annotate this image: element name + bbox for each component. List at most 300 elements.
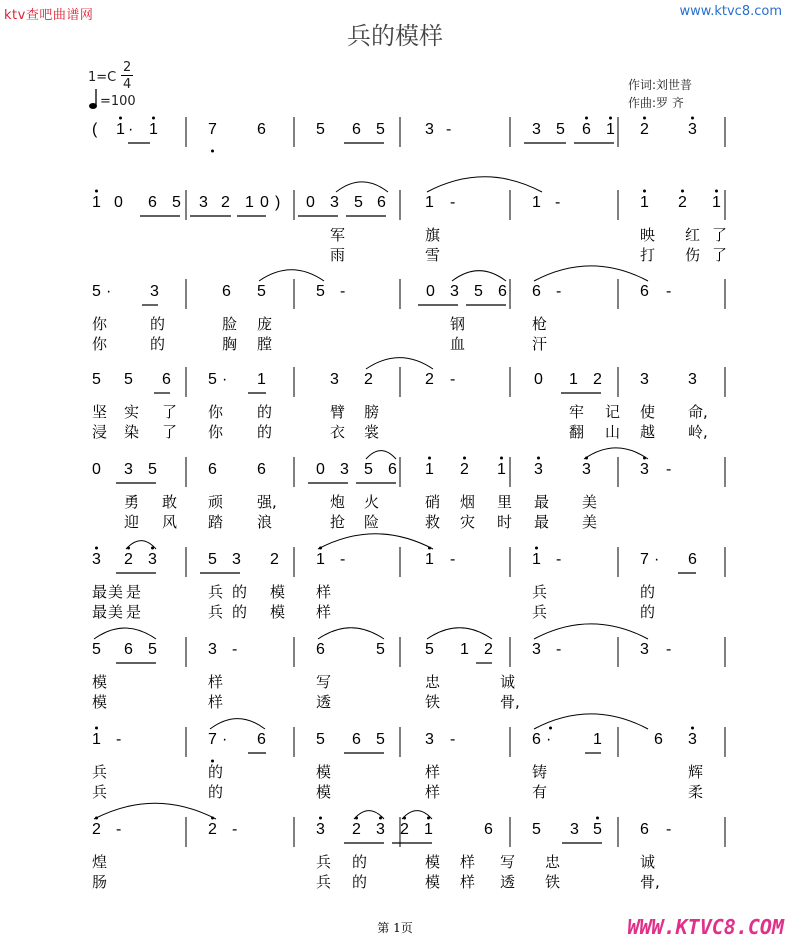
score-note: 3 — [532, 121, 541, 138]
tempo: =100 — [100, 94, 136, 109]
lyric-char: 美 — [582, 513, 598, 531]
score-note: · — [106, 283, 112, 300]
score-note: - — [340, 283, 346, 300]
octave-dot-high — [500, 457, 503, 460]
lyric-char: 救 — [425, 513, 441, 531]
score-note: 3 — [425, 731, 434, 748]
score-note: 6 — [640, 821, 649, 838]
score-note: 1 — [149, 121, 158, 138]
lyric-char: 煌 — [92, 853, 108, 871]
score-note: 5 — [376, 731, 385, 748]
score-note: 6 — [222, 283, 231, 300]
lyric-char: 险 — [364, 513, 380, 531]
lyric-char: 的 — [150, 315, 166, 333]
lyric-char: 你 — [92, 315, 108, 333]
score-note: 1 — [425, 461, 434, 478]
lyric-char: 兵 — [316, 853, 332, 871]
slur-arc — [584, 448, 648, 459]
score-note: 6 — [532, 283, 541, 300]
score-note: 5 — [148, 641, 157, 658]
lyric-char: 炮 — [330, 493, 346, 511]
lyric-char: 写 — [500, 853, 516, 871]
score-note: 7 — [208, 731, 217, 748]
lyric-char: 记 — [605, 403, 621, 421]
lyric-char: 使 — [640, 403, 656, 421]
lyric-char: 脸 — [222, 315, 238, 333]
lyric-char: 敢 — [162, 493, 178, 511]
lyric-char: 样 — [208, 673, 224, 691]
score-note: 5 — [316, 283, 325, 300]
lyric-char: 烟 — [460, 493, 476, 511]
score-note: 5 — [364, 461, 373, 478]
lyric-char: 你 — [92, 335, 108, 353]
score-note: 3 — [330, 371, 339, 388]
slur-arc — [534, 624, 648, 639]
score-note: - — [666, 461, 672, 478]
slur-arc — [427, 177, 542, 192]
score-note: 1 — [606, 121, 615, 138]
lyric-char: 军 — [330, 226, 346, 244]
octave-dot-high — [681, 190, 684, 193]
lyric-char: 最 — [534, 513, 550, 531]
lyric-char: 强, — [257, 493, 277, 511]
lyric-char: 裳 — [364, 423, 380, 441]
lyric-char: 的 — [257, 423, 273, 441]
watermark-bottom: WWW.KTVC8.COM — [627, 915, 784, 939]
song-title: 兵的模样 — [347, 22, 443, 50]
score-note: 3 — [688, 371, 697, 388]
score-note: 6 — [498, 283, 507, 300]
time-denominator: 4 — [123, 77, 132, 92]
score-note: 7 — [640, 551, 649, 568]
slur-arc — [534, 266, 648, 281]
score-note: - — [232, 641, 238, 658]
lyric-char: 模 — [270, 603, 286, 621]
lyric-char: 胸 — [222, 335, 238, 353]
lyric-char: 的 — [150, 335, 166, 353]
octave-dot-high — [715, 190, 718, 193]
lyric-char: 模 — [316, 783, 332, 801]
lyric-char: 兵 — [208, 603, 224, 621]
score-note: 1 — [532, 551, 541, 568]
score-note: 5 — [316, 731, 325, 748]
octave-dot-high — [609, 117, 612, 120]
score-note: 2 — [593, 371, 602, 388]
lyric-char: 顽 — [208, 493, 224, 511]
octave-dot-high — [549, 727, 552, 730]
credit-music: 作曲:罗 齐 — [628, 96, 684, 110]
score-note: 6 — [388, 461, 397, 478]
score-note: · — [222, 371, 228, 388]
octave-dot-high — [691, 117, 694, 120]
lyric-char: 越 — [640, 423, 656, 441]
score-note: 6 — [257, 461, 266, 478]
score-note: 1 — [712, 194, 721, 211]
lyric-char: 是 — [126, 603, 142, 621]
score-note: 3 — [199, 194, 208, 211]
score-note: 3 — [150, 283, 159, 300]
score-note: 2 — [270, 551, 279, 568]
lyric-char: 样 — [425, 763, 441, 781]
score-note: 1 — [532, 194, 541, 211]
octave-dot-high — [643, 117, 646, 120]
score-note: 1 — [92, 731, 101, 748]
score-note: 6 — [377, 194, 386, 211]
lyric-char: 样 — [460, 853, 476, 871]
lyric-char: 时 — [497, 513, 513, 531]
score-note: 3 — [208, 641, 217, 658]
score-note: - — [450, 194, 456, 211]
lyric-char: 模 — [425, 853, 441, 871]
lyric-char: 岭, — [688, 423, 708, 441]
lyric-char: 膀 — [364, 403, 380, 421]
lyric-char: 辉 — [688, 763, 704, 781]
octave-dot-high — [95, 190, 98, 193]
lyric-char: 山 — [605, 423, 621, 441]
score-note: 6 — [532, 731, 541, 748]
score-note: 1 — [316, 551, 325, 568]
score-note: 3 — [688, 121, 697, 138]
lyric-char: 忠 — [545, 853, 561, 871]
lyric-char: 美 — [108, 583, 124, 601]
lyric-char: 样 — [316, 583, 332, 601]
score-note: 5 — [92, 283, 101, 300]
score-note: 6 — [316, 641, 325, 658]
credit-lyrics: 作词:刘世普 — [628, 78, 693, 92]
lyric-char: 迎 — [124, 513, 140, 531]
slur-arc — [318, 628, 384, 639]
lyric-char: 打 — [640, 246, 656, 264]
lyric-char: 最 — [534, 493, 550, 511]
lyric-char: 抢 — [330, 513, 346, 531]
lyric-char: 伤 — [685, 246, 701, 264]
score-note: 0 — [426, 283, 435, 300]
lyric-char: 模 — [92, 693, 108, 711]
score-note: 3 — [316, 821, 325, 838]
score-note: - — [232, 821, 238, 838]
lyric-char: 的 — [208, 763, 224, 781]
octave-dot-high — [95, 727, 98, 730]
score-note: 1 — [424, 821, 433, 838]
lyric-char: 透 — [316, 693, 332, 711]
score-note: 6 — [484, 821, 493, 838]
score-note: - — [556, 641, 562, 658]
score-note: 5 — [354, 194, 363, 211]
score-note: 5 — [474, 283, 483, 300]
lyric-char: 透 — [500, 873, 516, 891]
octave-dot-high — [319, 817, 322, 820]
lyric-char: 最 — [92, 603, 108, 621]
score-note: 6 — [124, 641, 133, 658]
lyric-char: 膛 — [257, 335, 273, 353]
score-note: 5 — [208, 371, 217, 388]
score-note: 5 — [593, 821, 602, 838]
lyric-char: 模 — [425, 873, 441, 891]
lyric-char: 翻 — [569, 423, 585, 441]
score-note: 5 — [316, 121, 325, 138]
lyric-char: 染 — [124, 423, 140, 441]
lyric-char: 浸 — [92, 423, 108, 441]
score-note: 5 — [257, 283, 266, 300]
octave-dot-high — [95, 547, 98, 550]
lyric-char: 枪 — [532, 315, 548, 333]
score-note: 5 — [376, 121, 385, 138]
lyric-char: 命, — [688, 403, 708, 421]
score-note: 5 — [172, 194, 181, 211]
slur-arc — [366, 451, 396, 459]
score-note: 1 — [425, 194, 434, 211]
score-note: 3 — [124, 461, 133, 478]
lyric-char: 旗 — [425, 226, 441, 244]
score-note: 3 — [582, 461, 591, 478]
lyric-char: 兵 — [316, 873, 332, 891]
score-note: 6 — [148, 194, 157, 211]
score-note: 1 — [257, 371, 266, 388]
octave-dot-high — [152, 117, 155, 120]
slur-arc — [94, 803, 216, 819]
lyric-char: 臂 — [330, 403, 346, 421]
lyric-char: 兵 — [92, 783, 108, 801]
lyric-char: 踏 — [208, 513, 224, 531]
score-note: - — [116, 731, 122, 748]
lyric-char: 衣 — [330, 423, 346, 441]
lyric-char: 是 — [126, 583, 142, 601]
score-note: 3 — [640, 461, 649, 478]
score-note: 2 — [460, 461, 469, 478]
lyric-char: 柔 — [688, 783, 704, 801]
lyric-char: 硝 — [425, 493, 441, 511]
time-numerator: 2 — [123, 60, 132, 75]
score-note: 1 — [640, 194, 649, 211]
score-note: - — [556, 283, 562, 300]
score-note: 5 — [376, 641, 385, 658]
slur-arc — [210, 719, 265, 729]
score-note: 1 — [593, 731, 602, 748]
score-note: 2 — [208, 821, 217, 838]
lyric-char: 最 — [92, 583, 108, 601]
score-note: · — [222, 731, 228, 748]
score-note: 1 — [460, 641, 469, 658]
lyric-char: 你 — [208, 423, 224, 441]
octave-dot-high — [596, 817, 599, 820]
lyric-char: 诚 — [640, 853, 656, 871]
lyric-char: 的 — [232, 583, 248, 601]
lyric-char: 牢 — [569, 403, 585, 421]
lyric-char: 血 — [450, 335, 466, 353]
slur-arc — [336, 182, 388, 192]
lyric-char: 兵 — [532, 583, 548, 601]
score-note: 6 — [352, 121, 361, 138]
lyric-char: 了 — [162, 423, 178, 441]
score-note: 2 — [640, 121, 649, 138]
key-signature: 1=C — [88, 70, 117, 85]
slur-arc — [427, 628, 492, 639]
lyric-char: 骨, — [640, 873, 660, 891]
watermark-top-right: www.ktvc8.com — [679, 4, 782, 19]
score-note: 2 — [678, 194, 687, 211]
score-note: 2 — [425, 371, 434, 388]
score-note: 3 — [232, 551, 241, 568]
lyric-char: 忠 — [425, 673, 441, 691]
score-note: - — [340, 551, 346, 568]
score-note: 1 — [497, 461, 506, 478]
lyric-char: 勇 — [124, 493, 140, 511]
lyric-char: 的 — [232, 603, 248, 621]
score-note: 1 — [569, 371, 578, 388]
score-note: 0 — [316, 461, 325, 478]
lyric-char: 里 — [497, 493, 513, 511]
lyric-char: 兵 — [532, 603, 548, 621]
lyric-char: 了 — [712, 226, 728, 244]
score-note: 6 — [688, 551, 697, 568]
lyric-char: 模 — [270, 583, 286, 601]
lyric-char: 的 — [208, 783, 224, 801]
score-note: · — [654, 551, 660, 568]
lyric-char: 样 — [460, 873, 476, 891]
score-note: 5 — [425, 641, 434, 658]
score-note: 5 — [208, 551, 217, 568]
lyric-char: 庞 — [257, 315, 273, 333]
score-note: 3 — [640, 641, 649, 658]
score-note: - — [446, 121, 452, 138]
score-note: 0 — [114, 194, 123, 211]
score-note: - — [450, 371, 456, 388]
score-note: 7 — [208, 121, 217, 138]
lyric-char: 肠 — [92, 873, 108, 891]
lyric-char: 映 — [640, 226, 656, 244]
octave-dot-high — [535, 547, 538, 550]
score-note: - — [666, 283, 672, 300]
lyric-char: 铁 — [545, 873, 561, 891]
lyric-char: 雨 — [330, 246, 346, 264]
octave-dot-high — [119, 117, 122, 120]
score-note: 5 — [92, 641, 101, 658]
lyric-char: 汗 — [532, 335, 548, 353]
score-note: - — [666, 641, 672, 658]
score-note: 6 — [352, 731, 361, 748]
score-note: 3 — [450, 283, 459, 300]
octave-dot-high — [537, 457, 540, 460]
watermark-top-left: ktv查吧曲谱网 — [4, 8, 94, 23]
score-note: 5 — [532, 821, 541, 838]
slur-arc — [259, 270, 324, 281]
score-note: 0 — [534, 371, 543, 388]
lyric-char: 美 — [108, 603, 124, 621]
score-note: 5 — [148, 461, 157, 478]
score-note: 3 — [148, 551, 157, 568]
score-note: 2 — [124, 551, 133, 568]
lyric-char: 火 — [364, 493, 380, 511]
lyric-char: 有 — [532, 783, 548, 801]
score-note: 6 — [257, 731, 266, 748]
score-note: · — [128, 121, 134, 138]
lyric-char: 铁 — [425, 693, 441, 711]
score-note: 3 — [640, 371, 649, 388]
octave-dot-high — [463, 457, 466, 460]
score-note: 2 — [92, 821, 101, 838]
score-note: 1 — [425, 551, 434, 568]
score-note: ) — [275, 194, 281, 211]
score-note: 0 — [306, 194, 315, 211]
lyric-char: 铸 — [532, 763, 548, 781]
score-note: 6 — [640, 283, 649, 300]
score-note: 2 — [484, 641, 493, 658]
score-note: 6 — [582, 121, 591, 138]
lyric-char: 的 — [640, 603, 656, 621]
lyric-char: 的 — [257, 403, 273, 421]
score-note: 6 — [257, 121, 266, 138]
lyric-char: 红 — [685, 226, 701, 244]
score-note: 3 — [532, 641, 541, 658]
lyric-char: 的 — [352, 873, 368, 891]
lyric-char: 了 — [162, 403, 178, 421]
score-note: 0 — [92, 461, 101, 478]
lyric-char: 灾 — [460, 513, 476, 531]
score-note: 5 — [92, 371, 101, 388]
lyric-char: 骨, — [500, 693, 520, 711]
score-note: 3 — [376, 821, 385, 838]
lyric-char: 美 — [582, 493, 598, 511]
octave-dot-low — [211, 150, 214, 153]
lyric-char: 写 — [316, 673, 332, 691]
score-note: 3 — [425, 121, 434, 138]
octave-dot-high — [585, 117, 588, 120]
slur-arc — [452, 271, 506, 281]
score-note: 3 — [92, 551, 101, 568]
score-note: 3 — [340, 461, 349, 478]
lyric-char: 模 — [92, 673, 108, 691]
lyric-char: 样 — [316, 603, 332, 621]
score-note: - — [116, 821, 122, 838]
lyric-char: 坚 — [92, 403, 108, 421]
lyric-char: 样 — [208, 693, 224, 711]
lyric-char: 雪 — [425, 246, 441, 264]
lyric-char: 风 — [162, 513, 178, 531]
score-note: 1 — [245, 194, 254, 211]
lyric-char: 样 — [425, 783, 441, 801]
octave-dot-high — [643, 190, 646, 193]
score-note: 2 — [352, 821, 361, 838]
score-note: - — [556, 551, 562, 568]
lyric-char: 的 — [352, 853, 368, 871]
score-note: 3 — [570, 821, 579, 838]
score-note: 5 — [556, 121, 565, 138]
score-note: - — [450, 551, 456, 568]
score-note: - — [666, 821, 672, 838]
score-note: 6 — [162, 371, 171, 388]
lyric-char: 的 — [640, 583, 656, 601]
octave-dot-high — [428, 457, 431, 460]
score-note: ( — [92, 121, 98, 138]
lyric-char: 你 — [208, 403, 224, 421]
score-note: 2 — [221, 194, 230, 211]
score-note: 3 — [330, 194, 339, 211]
score-note: 6 — [208, 461, 217, 478]
score-note: 2 — [400, 821, 409, 838]
octave-dot-high — [691, 727, 694, 730]
slur-arc — [94, 628, 156, 639]
score-note: 1 — [116, 121, 125, 138]
lyric-char: 诚 — [500, 673, 516, 691]
lyric-char: 实 — [124, 403, 140, 421]
lyric-char: 钢 — [450, 315, 466, 333]
score-note: 6 — [654, 731, 663, 748]
score-note: · — [546, 731, 552, 748]
score-note: 2 — [364, 371, 373, 388]
score-note: 1 — [92, 194, 101, 211]
page-number: 第 1页 — [377, 921, 413, 935]
score-note: 3 — [534, 461, 543, 478]
